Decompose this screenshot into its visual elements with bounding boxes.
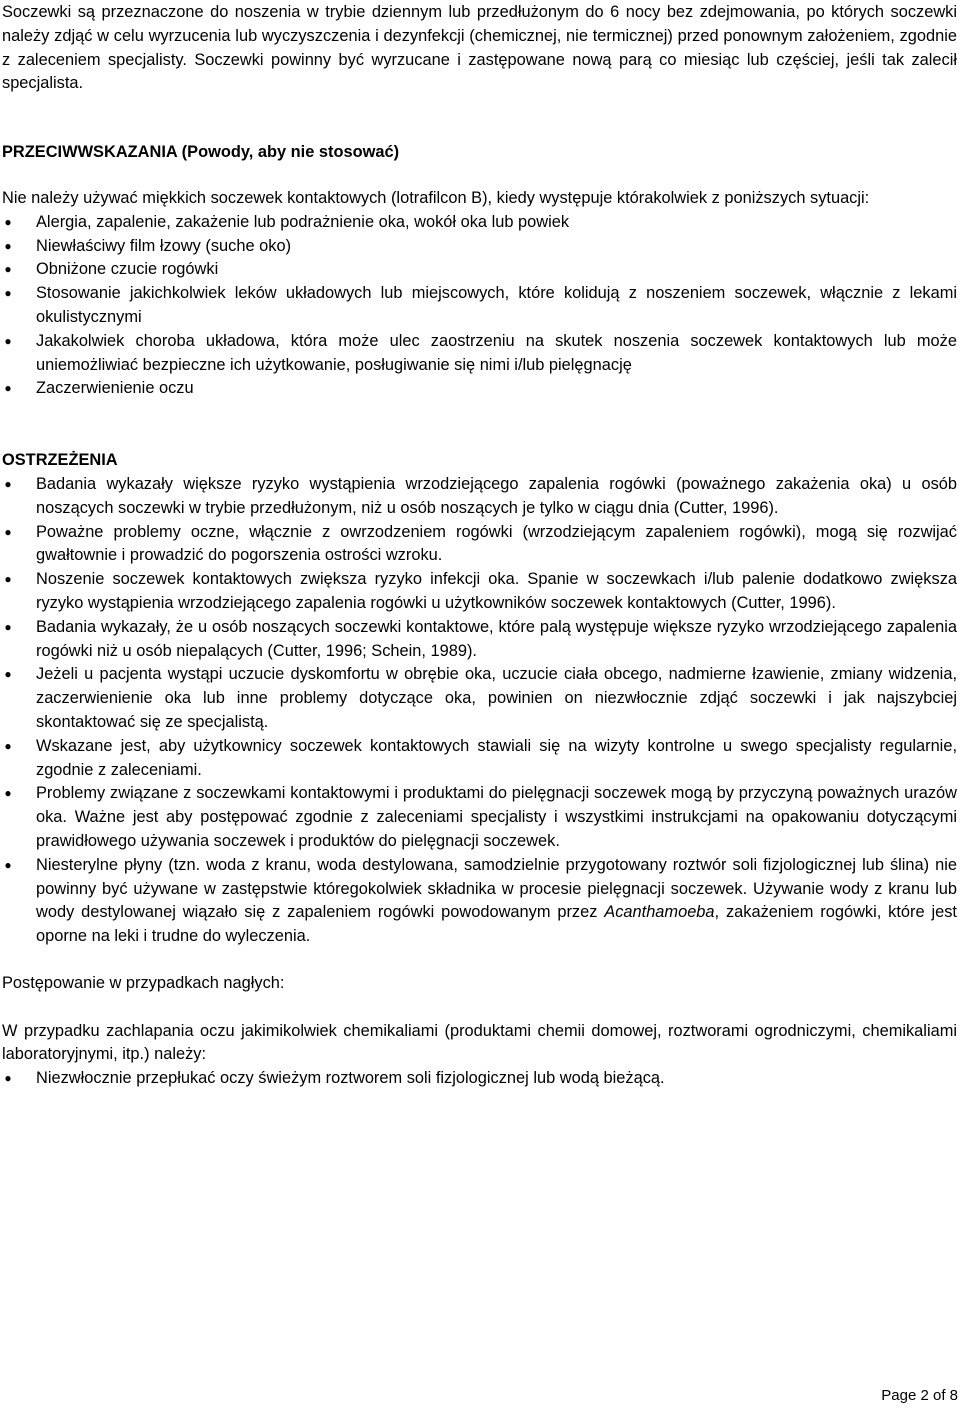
document-page [2, 0, 957, 1091]
warnings-list [2, 473, 957, 949]
bullet-icon: ● [4, 238, 12, 253]
list-item: ● Badania wykazały większe ryzyko wystąpienia wrzodziejącego zapalenia rogówki (poważnego zakażenia oka) u osób noszących soczewki w trybie przedłużonym, niż u osób noszących je tylko w ciągu dnia (Cutter, 1996). [2, 473, 957, 521]
bullet-icon: ● [4, 333, 12, 348]
bullet-icon: ● [4, 619, 12, 634]
list-item: ● Obniżone czucie rogówki [2, 258, 957, 282]
bullet-icon: ● [4, 286, 12, 301]
list-item: ● Niezwłocznie przepłukać oczy świeżym roztworem soli fizjologicznej lub wodą bieżącą. [2, 1067, 957, 1091]
list-item: ● Problemy związane z soczewkami kontaktowymi i produktami do pielęgnacji soczewek mogą by przyczyną poważnych urazów oka. Ważne jest aby postępować zgodnie z zaleceniami specjalisty i wszystkimi instrukcjami na opakowaniu dotyczącymi prawidłowego używania soczewek i produktów do pielęgnacji soczewek. [2, 782, 957, 853]
bullet-icon: ● [4, 1071, 12, 1086]
bullet-icon: ● [4, 381, 12, 396]
bullet-icon: ● [4, 214, 12, 229]
list-item: ● Niewłaściwy film łzowy (suche oko) [2, 235, 957, 259]
bullet-icon: ● [4, 476, 12, 491]
emergency-lead: W przypadku zachlapania oczu jakimikolwiek chemikaliami (produktami chemii domowej, roztworami ogrodniczymi, chemikaliami laboratoryjnymi, itp.) należy: [2, 1021, 957, 1064]
bullet-icon: ● [4, 738, 12, 753]
list-item: ● Alergia, zapalenie, zakażenie lub podrażnienie oka, wokół oka lub powiek [2, 211, 957, 235]
bullet-icon: ● [4, 262, 12, 277]
page-number: Page 2 of 8 [881, 1387, 958, 1404]
organism-name: Acanthamoeba [604, 903, 715, 922]
emergency-heading: Postępowanie w przypadkach nagłych: [2, 973, 285, 992]
emergency-list [2, 1067, 957, 1091]
contraindications-heading: PRZECIWWSKAZANIA (Powody, aby nie stosować) [2, 143, 400, 162]
contraindications-lead: Nie należy używać miękkich soczewek kontaktowych (lotrafilcon B), kiedy występuje którakolwiek z poniższych sytuacji: [2, 188, 870, 207]
bullet-icon: ● [4, 857, 12, 872]
warnings-heading: OSTRZEŻENIA [2, 451, 118, 470]
list-item: ● Badania wykazały, że u osób noszących soczewki kontaktowe, które palą występuje większe ryzyko wrzodziejącego zapalenia rogówki niż u osób niepalących (Cutter, 1996; Schein, 1989). [2, 616, 957, 664]
bullet-icon: ● [4, 524, 12, 539]
bullet-icon: ● [4, 572, 12, 587]
intro-paragraph: Soczewki są przeznaczone do noszenia w trybie dziennym lub przedłużonym do 6 nocy bez zdejmowania, po których soczewki należy zdjąć w celu wyrzucenia lub wyczyszczenia i dezynfekcji (chemicznej, nie termicznej) przed ponownym założeniem, zgodnie z zaleceniem specjalisty. Soczewki powinny być wyrzucane i zastępowane nową parą co miesiąc lub częściej, jeśli tak zalecił specjalista. [2, 3, 957, 93]
bullet-icon: ● [4, 667, 12, 682]
list-item: ● Wskazane jest, aby użytkownicy soczewek kontaktowych stawiali się na wizyty kontrolne u swego specjalisty regularnie, zgodnie z zaleceniami. [2, 735, 957, 783]
list-item: ● Jakakolwiek choroba układowa, która może ulec zaostrzeniu na skutek noszenia soczewek kontaktowych lub może uniemożliwiać bezpieczne ich użytkowanie, posługiwanie się nimi i/lub pielęgnację [2, 330, 957, 378]
list-item: ● Jeżeli u pacjenta wystąpi uczucie dyskomfortu w obrębie oka, uczucie ciała obcego, nadmierne łzawienie, zmiany widzenia, zaczerwienienie oka lub inne problemy dotyczące oka, powinien on niezwłocznie zdjąć soczewki i jak najszybciej skontaktować się ze specjalistą. [2, 663, 957, 734]
list-item: ● Noszenie soczewek kontaktowych zwiększa ryzyko infekcji oka. Spanie w soczewkach i/lub palenie dodatkowo zwiększa ryzyko wystąpienia wrzodziejącego zapalenia rogówki u użytkowników soczewek kontaktowych (Cutter, 1996). [2, 568, 957, 616]
contraindications-list [2, 211, 957, 401]
bullet-icon: ● [4, 786, 12, 801]
list-item: ● Niesterylne płyny (tzn. woda z kranu, woda destylowana, samodzielnie przygotowany roztwór soli fizjologicznej lub ślina) nie powinny być używane w zastępstwie któregokolwiek składnika w procesie pielęgnacji soczewek. Używanie wody z kranu lub wody destylowanej wiązało się z zapaleniem rogówki powodowanym przez Acanthamoeba, zakażeniem rogówki, które jest oporne na leki i trudne do wyleczenia. [2, 854, 957, 949]
list-item: ● Zaczerwienienie oczu [2, 377, 957, 401]
list-item: ● Stosowanie jakichkolwiek leków układowych lub miejscowych, które kolidują z noszeniem soczewek, włącznie z lekami okulistycznymi [2, 282, 957, 330]
list-item: ● Poważne problemy oczne, włącznie z owrzodzeniem rogówki (wrzodziejącym zapaleniem rogówki), mogą się rozwijać gwałtownie i prowadzić do pogorszenia ostrości wzroku. [2, 521, 957, 569]
